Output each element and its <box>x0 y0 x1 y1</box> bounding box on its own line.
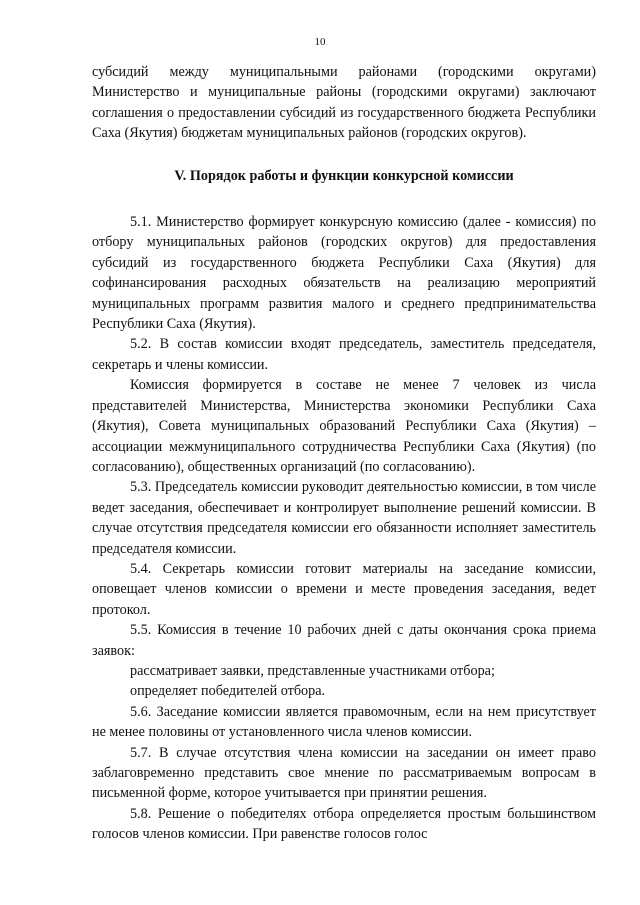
paragraph-5-5: 5.5. Комиссия в течение 10 рабочих дней с даты окончания срока приема заявок: <box>92 622 596 659</box>
intro-paragraph: субсидий между муниципальными районами (городскими округами) Министерство и муниципальные районы (городскими округами) заключают соглашения о предоставлении субсидий из государственного бюджета Республики Саха (Якутия) бюджетам муниципальных районов (городских округов). <box>92 64 596 142</box>
paragraph-5-8: 5.8. Решение о победителях отбора определяется простым большинством голосов членов комиссии. При равенстве голосов голос <box>92 805 596 843</box>
document-body <box>92 62 596 845</box>
section-heading: V. Порядок работы и функции конкурсной комиссии <box>174 167 514 184</box>
paragraph-5-2: 5.2. В состав комиссии входят председатель, заместитель председателя, секретарь и члены комиссии. <box>92 336 596 373</box>
page-number: 10 <box>314 36 326 48</box>
paragraph-list-item-winners: определяет победителей отбора. <box>130 683 326 700</box>
paragraph-5-7: 5.7. В случае отсутствия члена комиссии на заседании он имеет право заблаговременно представить свое мнение по рассматриваемым вопросам в письменной форме, которое учитывается при принятии решения. <box>92 744 596 802</box>
paragraph-commission-composition: Комиссия формируется в составе не менее 7 человек из числа представителей Министерства, Министерства экономики Республики Саха (Якутия), Совета муниципальных образований Республики Саха (Якутия) – ассоциации межмуниципального сотрудничества Республики Саха (Якутия) (по согласованию), общественных организаций (по согласованию). <box>92 377 596 475</box>
paragraph-list-item-review: рассматривает заявки, представленные участниками отбора; <box>130 662 495 679</box>
paragraph-5-3: 5.3. Председатель комиссии руководит деятельностью комиссии, в том числе ведет заседания, обеспечивает и контролирует выполнение решений комиссии. В случае отсутствия председателя комиссии его обязанности исполняет заместитель председателя комиссии. <box>92 479 596 557</box>
paragraph-5-1: 5.1. Министерство формирует конкурсную комиссию (далее - комиссия) по отбору муниципальных районов (городских округов) для предоставления субсидий из государственного бюджета Республики Саха (Якутия) для софинансирования расходных обязательств на реализацию мероприятий муниципальных программ развития малого и среднего предпринимательства Республики Саха (Якутия). <box>92 214 596 333</box>
paragraph-5-6: 5.6. Заседание комиссии является правомочным, если на нем присутствует не менее половины от установленного числа членов комиссии. <box>92 703 596 741</box>
paragraph-5-4: 5.4. Секретарь комиссии готовит материалы на заседание комиссии, оповещает членов комиссии о времени и месте проведения заседания, ведет протокол. <box>92 560 596 618</box>
